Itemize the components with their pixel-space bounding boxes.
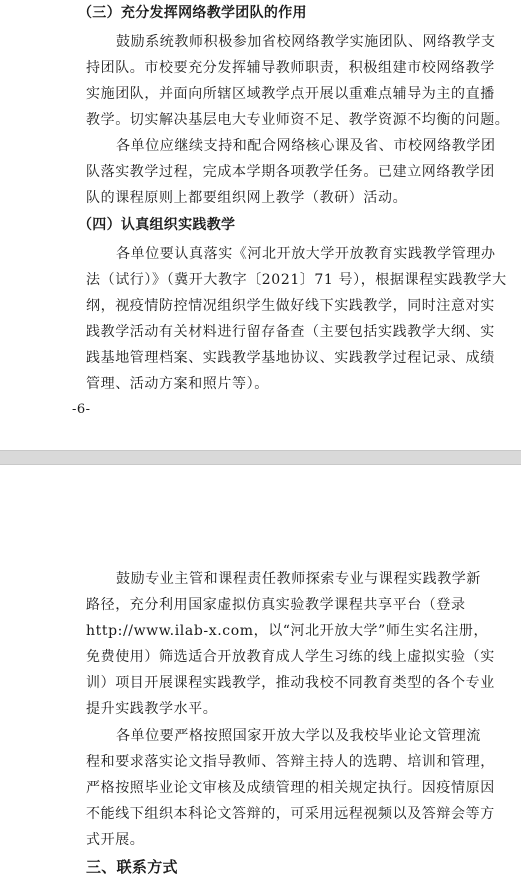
paragraph-line: 提升实践教学水平。	[86, 701, 218, 717]
paragraph-line: 免费使用）筛选适合开放教育成人学生习练的线上虚拟实验（实	[86, 649, 495, 665]
page-separator	[0, 450, 521, 465]
paragraph-line: 路径，充分利用国家虚拟仿真实验教学课程共享平台（登录	[86, 597, 466, 613]
section-heading-4: （四）认真组织实践教学	[78, 217, 236, 233]
paragraph-line: 不能线下组织本科论文答辩的，可采用远程视频以及答辩会等方	[86, 806, 495, 822]
paragraph-line: 严格按照毕业论文审核及成绩管理的相关规定执行。因疫情原因	[86, 780, 495, 796]
paragraph-line: 教学。切实解决基层电大专业师资不足、教学资源不均衡的问题。	[86, 112, 510, 128]
paragraph-line: 实施团队，并面向所辖区域教学点开展以重难点辅导为主的直播	[86, 86, 495, 102]
paragraph-line: 纲，视疫情防控情况组织学生做好线下实践教学，同时注意对实	[86, 298, 495, 314]
paragraph-line: 管理、活动方案和照片等）。	[86, 376, 269, 392]
paragraph-line: 各单位要认真落实《河北开放大学开放教育实践教学管理办	[116, 246, 496, 262]
paragraph-line: 训）项目开展课程实践教学，推动我校不同教育类型的各个专业	[86, 675, 495, 691]
paragraph-line: 队落实教学过程，完成本学期各项教学任务。已建立网络教学团	[86, 164, 495, 180]
document-page-bottom	[0, 465, 521, 877]
section-heading-contact: 三、联系方式	[86, 858, 178, 876]
paragraph-line: 程和要求落实论文指导教师、答辩主持人的选聘、培训和管理，	[86, 754, 495, 770]
page-number: -6-	[72, 402, 91, 417]
paragraph-line: 践教学活动有关材料进行留存备查（主要包括实践教学大纲、实	[86, 324, 495, 340]
paragraph-line: 鼓励专业主管和课程责任教师探索专业与课程实践教学新	[116, 571, 481, 587]
paragraph-line: 践基地管理档案、实践教学基地协议、实践教学过程记录、成绩	[86, 350, 495, 366]
paragraph-line: 队的课程原则上都要组织网上教学（教研）活动。	[86, 190, 408, 206]
paragraph-line: 各单位应继续支持和配合网络核心课及省、市校网络教学团	[116, 138, 496, 154]
paragraph-line: 各单位要严格按照国家开放大学以及我校毕业论文管理流	[116, 728, 481, 744]
section-heading-3: （三）充分发挥网络教学团队的作用	[78, 5, 307, 21]
paragraph-line: 鼓励系统教师积极参加省校网络教学实施团队、网络教学支	[116, 34, 496, 50]
paragraph-line: 法（试行）》（冀开大教字〔2021〕71 号），根据课程实践教学大	[86, 272, 507, 288]
paragraph-line: http://www.ilab-x.com，以“河北开放大学”师生实名注册，	[86, 623, 489, 639]
paragraph-line: 持团队。市校要充分发挥辅导教师职责，积极组建市校网络教学	[86, 60, 495, 76]
paragraph-line: 式开展。	[86, 832, 145, 848]
